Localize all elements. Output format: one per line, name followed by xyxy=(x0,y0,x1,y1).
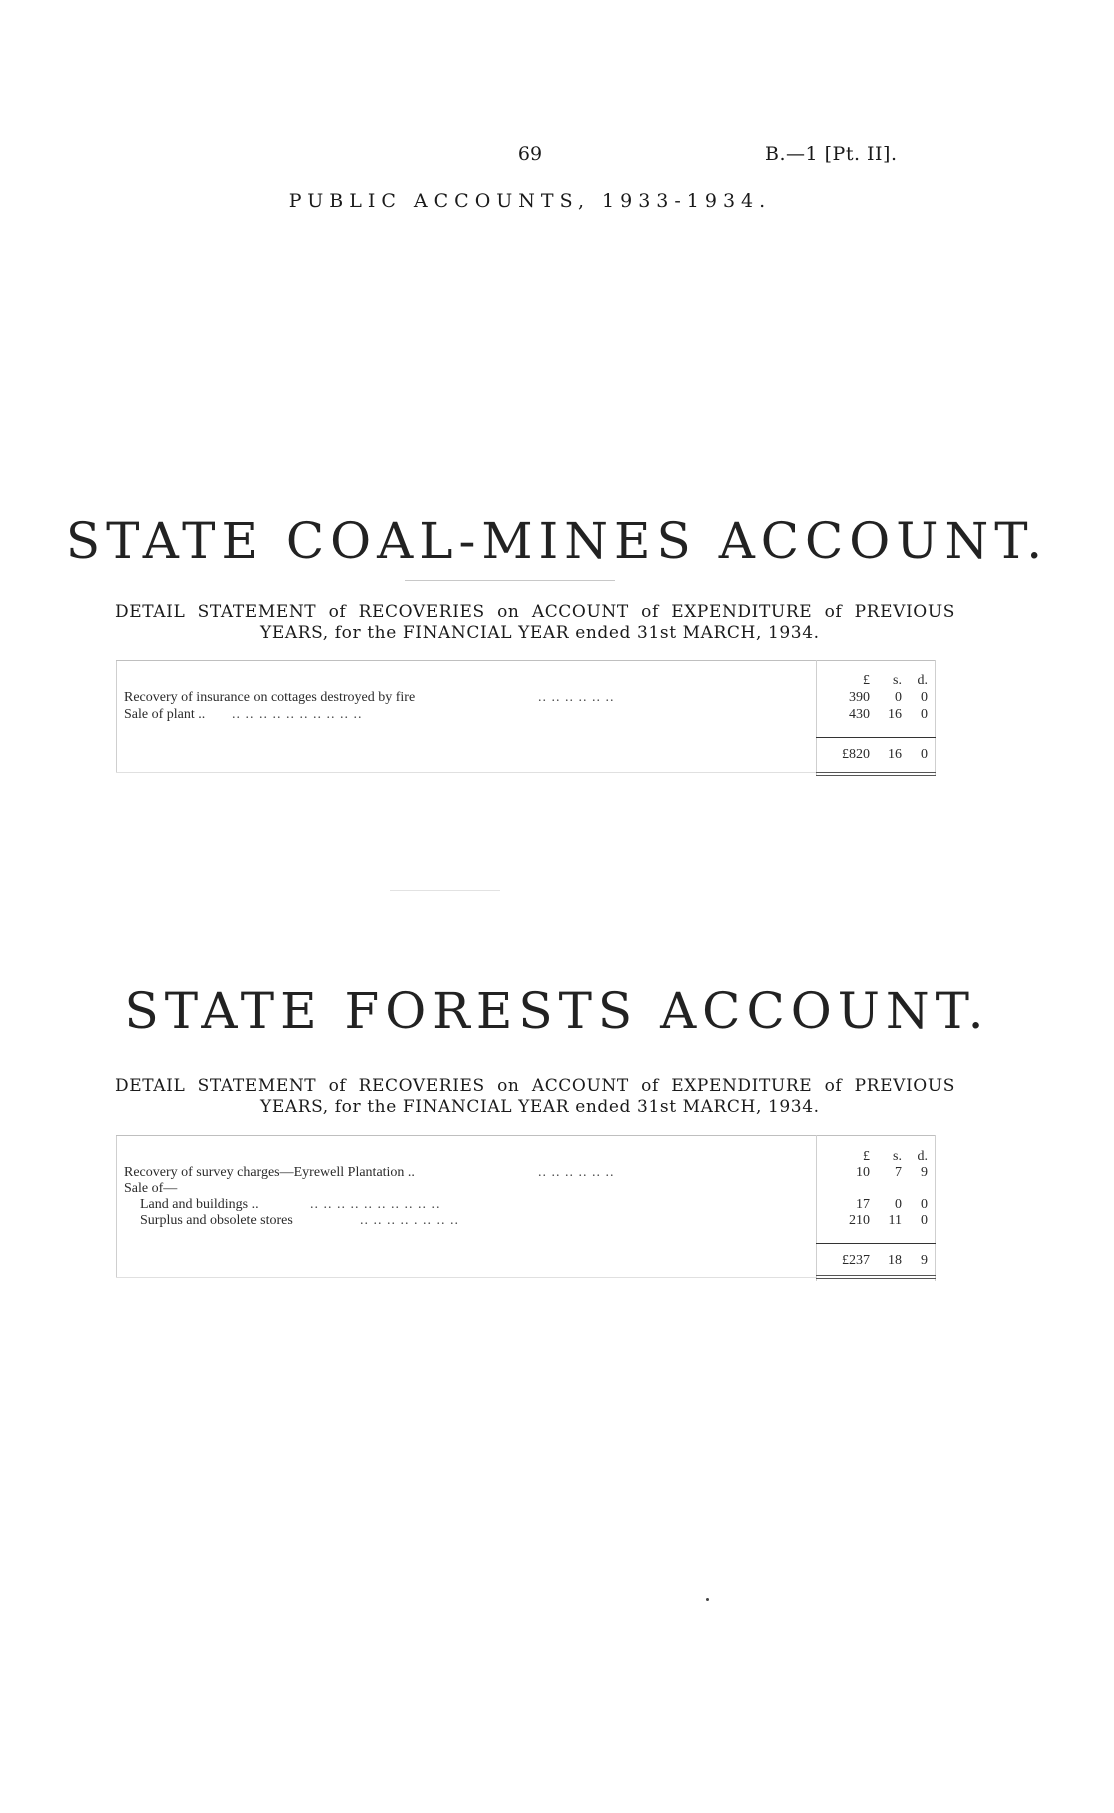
dot-leader: .. .. .. .. . .. .. .. xyxy=(360,1213,459,1228)
detail-heading-coal xyxy=(115,602,955,644)
coal-mines-table xyxy=(116,660,936,776)
total-pounds: £237 xyxy=(842,1253,870,1268)
table-row xyxy=(124,689,936,706)
subtotal-rule xyxy=(816,1243,936,1244)
table-bottom-rule xyxy=(116,1277,816,1278)
table-top-rule xyxy=(116,660,936,661)
row-pence: 0 xyxy=(921,1197,928,1212)
total-shillings: 18 xyxy=(888,1253,902,1268)
subtotal-rule xyxy=(816,737,936,738)
dot-leader: .. .. .. .. .. .. .. .. .. .. xyxy=(232,707,363,722)
document-reference: B.—1 [Pt. II]. xyxy=(765,143,898,165)
table-top-rule xyxy=(116,1135,936,1136)
total-pence: 0 xyxy=(921,747,928,762)
pounds-header: £ xyxy=(863,1149,870,1164)
detail-heading-line2: YEARS, for the FINANCIAL YEAR ended 31st MARCH, 1934. xyxy=(260,623,820,643)
forests-table xyxy=(116,1135,936,1281)
row-shillings: 0 xyxy=(895,1197,902,1212)
detail-heading-line2: YEARS, for the FINANCIAL YEAR ended 31st MARCH, 1934. xyxy=(260,1097,820,1117)
dot-leader: .. .. .. .. .. .. xyxy=(538,1165,615,1180)
row-pence: 0 xyxy=(921,690,928,705)
shillings-header: s. xyxy=(893,673,902,688)
total-double-rule-1 xyxy=(816,1275,936,1276)
total-double-rule-2 xyxy=(816,775,936,776)
dot-leader: .. .. .. .. .. .. xyxy=(538,690,615,705)
title-underline-coal xyxy=(405,580,615,581)
row-shillings: 7 xyxy=(895,1165,902,1180)
total-shillings: 16 xyxy=(888,747,902,762)
total-pounds: £820 xyxy=(842,747,870,762)
section-title-forests: STATE FORESTS ACCOUNT. xyxy=(124,982,990,1040)
currency-header-row xyxy=(824,672,934,689)
row-pounds: 17 xyxy=(856,1197,870,1212)
row-shillings: 16 xyxy=(888,707,902,722)
table-row xyxy=(124,1196,936,1213)
table-row xyxy=(124,706,936,723)
total-double-rule-2 xyxy=(816,1278,936,1279)
running-head: PUBLIC ACCOUNTS, 1933-1934. xyxy=(288,190,772,212)
row-shillings: 11 xyxy=(888,1213,902,1228)
row-description: Land and buildings .. xyxy=(140,1197,259,1212)
row-pounds: 10 xyxy=(856,1165,870,1180)
row-description: Sale of— xyxy=(124,1181,178,1196)
table-frame-left xyxy=(116,1135,117,1277)
row-description: Surplus and obsolete stores xyxy=(140,1213,293,1228)
table-row xyxy=(124,1212,936,1229)
table-frame-left xyxy=(116,660,117,772)
row-pounds: 210 xyxy=(849,1213,870,1228)
row-description: Recovery of survey charges—Eyrewell Plantation .. xyxy=(124,1165,415,1180)
row-pence: 9 xyxy=(921,1165,928,1180)
scan-speck xyxy=(706,1598,709,1601)
detail-heading-line1: DETAIL STATEMENT of RECOVERIES on ACCOUNT of EXPENDITURE of PREVIOUS xyxy=(115,1076,955,1096)
dot-leader: .. .. .. .. .. .. .. .. .. .. xyxy=(310,1197,441,1212)
pence-header: d. xyxy=(917,673,928,688)
section-title-coal-mines: STATE COAL-MINES ACCOUNT. xyxy=(65,512,1049,570)
row-pounds: 390 xyxy=(849,690,870,705)
total-row xyxy=(124,746,936,763)
detail-heading-line1: DETAIL STATEMENT of RECOVERIES on ACCOUNT of EXPENDITURE of PREVIOUS xyxy=(115,602,955,622)
total-pence: 9 xyxy=(921,1253,928,1268)
row-shillings: 0 xyxy=(895,690,902,705)
section-separator xyxy=(390,890,500,891)
page-number: 69 xyxy=(517,143,543,165)
currency-header-row xyxy=(824,1148,934,1165)
table-row xyxy=(124,1180,936,1197)
table-bottom-rule xyxy=(116,772,816,773)
pence-header: d. xyxy=(917,1149,928,1164)
row-pence: 0 xyxy=(921,1213,928,1228)
row-description: Sale of plant .. xyxy=(124,707,206,722)
row-pounds: 430 xyxy=(849,707,870,722)
pounds-header: £ xyxy=(863,673,870,688)
detail-heading-forests xyxy=(115,1076,955,1118)
table-row xyxy=(124,1164,936,1181)
row-pence: 0 xyxy=(921,707,928,722)
total-row xyxy=(124,1252,936,1269)
total-double-rule-1 xyxy=(816,772,936,773)
row-description: Recovery of insurance on cottages destroyed by fire xyxy=(124,690,416,705)
shillings-header: s. xyxy=(893,1149,902,1164)
